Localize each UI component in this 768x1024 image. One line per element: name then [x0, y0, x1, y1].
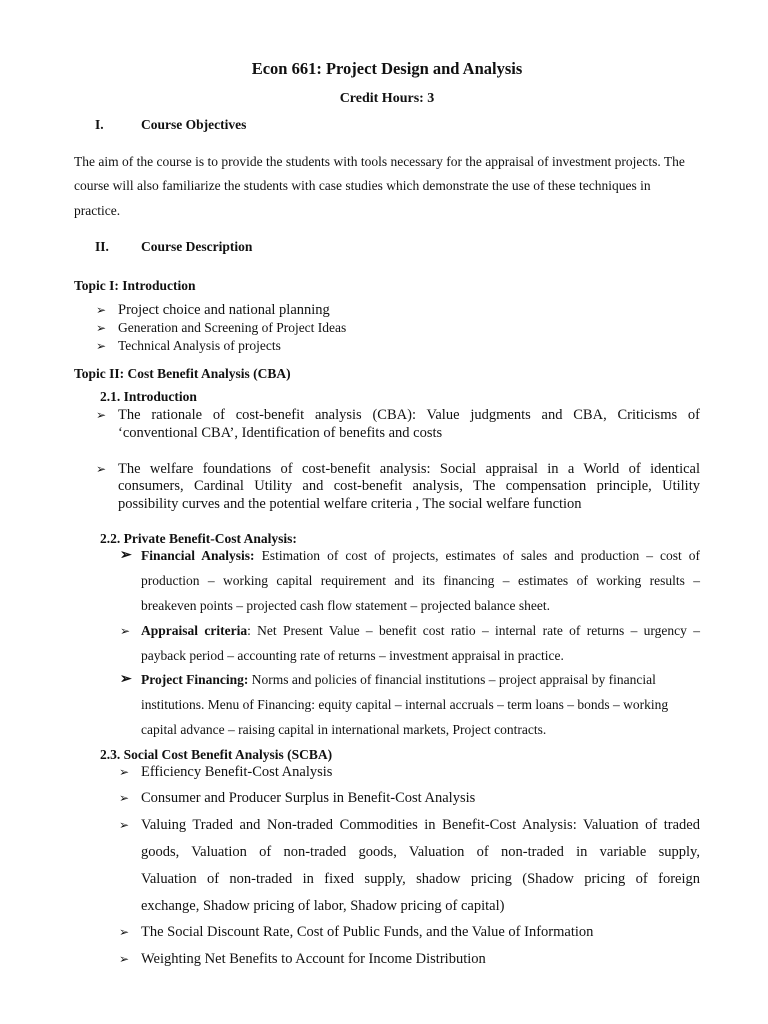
subsection-heading: 2.3. Social Cost Benefit Analysis (SCBA) — [100, 747, 333, 762]
list-item-line: goods, Valuation of non-traded goods, Valuation of non-traded in variable supply, — [141, 844, 700, 860]
arrow-bullet-icon: ➢ — [96, 462, 107, 476]
section-number: I. — [95, 117, 104, 132]
list-item: The Social Discount Rate, Cost of Public Funds, and the Value of Information — [141, 924, 594, 940]
arrow-bullet-icon: ➢ — [120, 548, 132, 563]
list-item-line: Valuation of non-traded in fixed supply, shadow pricing (Shadow pricing of foreign — [141, 871, 700, 887]
list-item-line — [141, 622, 700, 640]
arrow-bullet-icon: ➢ — [119, 818, 130, 832]
list-item: Generation and Screening of Project Ideas — [118, 320, 347, 335]
section-number: II. — [95, 239, 109, 254]
arrow-bullet-icon: ➢ — [120, 624, 131, 638]
list-item-line: exchange, Shadow pricing of labor, Shadow pricing of capital) — [141, 898, 505, 914]
subsection-heading: 2.1. Introduction — [100, 389, 197, 404]
list-item: Efficiency Benefit-Cost Analysis — [141, 764, 333, 780]
list-item-line — [141, 547, 700, 565]
list-item: Weighting Net Benefits to Account for Income Distribution — [141, 951, 486, 967]
project-financing-label: Project Financing: — [141, 672, 249, 687]
list-item-line: The welfare foundations of cost-benefit analysis: Social appraisal in a World of identical — [118, 461, 700, 477]
arrow-bullet-icon: ➢ — [96, 339, 107, 353]
arrow-bullet-icon: ➢ — [119, 765, 130, 779]
appraisal-criteria-text: : Net Present Value – benefit cost ratio – internal rate of returns – urgency – — [247, 623, 700, 638]
topic-heading: Topic I: Introduction — [74, 278, 196, 293]
list-item-line: capital advance – raising capital in international markets, Project contracts. — [141, 722, 547, 737]
arrow-bullet-icon: ➢ — [96, 303, 107, 317]
list-item-line: breakeven points – projected cash flow statement – projected balance sheet. — [141, 598, 550, 613]
section-heading-description: Course Description — [141, 239, 253, 254]
list-item-line — [141, 671, 656, 689]
list-item: Technical Analysis of projects — [118, 338, 281, 353]
section-heading-objectives: Course Objectives — [141, 117, 247, 132]
list-item-line: ‘conventional CBA’, Identification of benefits and costs — [118, 425, 443, 441]
arrow-bullet-icon: ➢ — [96, 321, 107, 335]
arrow-bullet-icon: ➢ — [119, 952, 130, 966]
arrow-bullet-icon: ➢ — [119, 791, 130, 805]
appraisal-criteria-label: Appraisal criteria — [141, 623, 248, 638]
project-financing-text: Norms and policies of financial institutions – project appraisal by financial — [251, 672, 656, 687]
page-title: Econ 661: Project Design and Analysis — [251, 59, 523, 78]
subsection-heading: 2.2. Private Benefit-Cost Analysis: — [100, 531, 297, 546]
financial-analysis-text: Estimation of cost of projects, estimates of sales and production – cost of — [261, 548, 700, 563]
arrow-bullet-icon: ➢ — [119, 925, 130, 939]
list-item-line: Valuing Traded and Non-traded Commodities in Benefit-Cost Analysis: Valuation of traded — [141, 817, 700, 833]
objectives-line: course will also familiarize the students with case studies which demonstrate the use of these techniques in — [74, 178, 651, 193]
arrow-bullet-icon: ➢ — [120, 672, 132, 687]
objectives-line: The aim of the course is to provide the students with tools necessary for the appraisal of investment projects. The — [74, 154, 685, 169]
objectives-line: practice. — [74, 203, 121, 218]
list-item-line: consumers, Cardinal Utility and cost-benefit analysis, The compensation principle, Utility — [118, 478, 700, 494]
list-item: Consumer and Producer Surplus in Benefit-Cost Analysis — [141, 790, 476, 806]
financial-analysis-label: Financial Analysis: — [141, 548, 255, 563]
list-item-line: possibility curves and the potential welfare criteria , The social welfare function — [118, 496, 582, 512]
list-item-line: institutions. Menu of Financing: equity capital – internal accruals – term loans – bonds – working — [141, 697, 669, 712]
list-item-line: The rationale of cost-benefit analysis (CBA): Value judgments and CBA, Criticisms of — [118, 407, 700, 423]
arrow-bullet-icon: ➢ — [96, 408, 107, 422]
credit-hours: Credit Hours: 3 — [339, 91, 435, 106]
list-item-line: payback period – accounting rate of returns – investment appraisal in practice. — [141, 648, 564, 663]
list-item: Project choice and national planning — [118, 302, 330, 318]
topic-heading: Topic II: Cost Benefit Analysis (CBA) — [74, 366, 291, 381]
list-item-line: production – working capital requirement and its financing – estimates of working results – — [141, 573, 700, 588]
